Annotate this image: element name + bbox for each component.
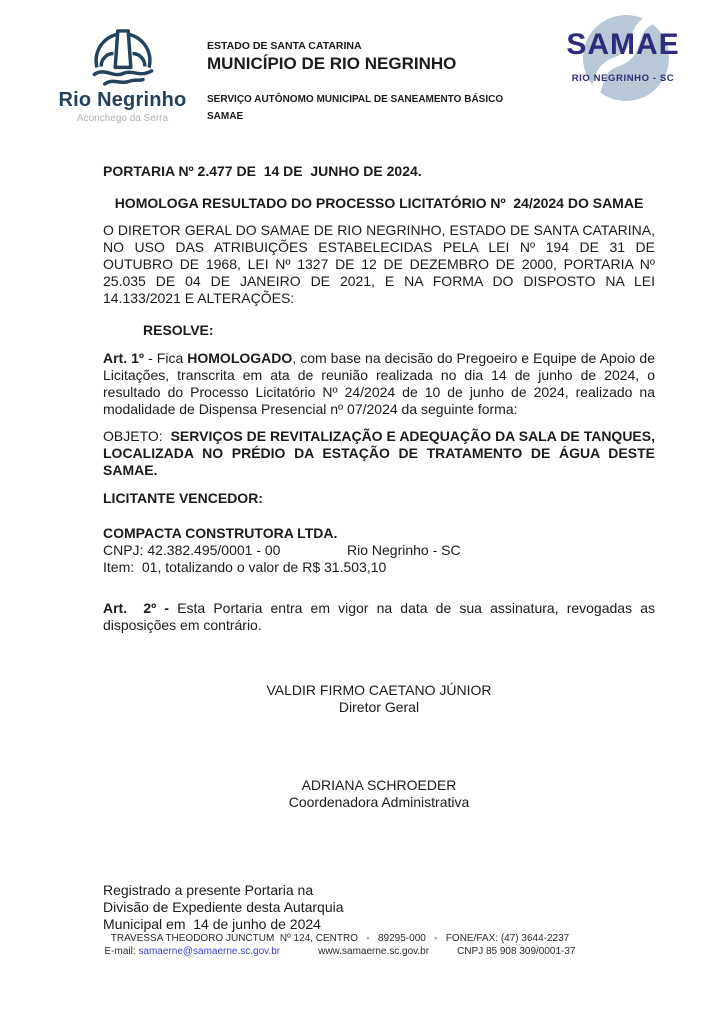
objeto-text: SERVIÇOS DE REVITALIZAÇÃO E ADEQUAÇÃO DA SALA DE TANQUES, LOCALIZADA NO PRÉDIO DA ESTAÇÃO DE TRATAMENTO DE ÁGUA DESTE SAMAE. bbox=[103, 428, 659, 478]
homologado-emphasis: HOMOLOGADO bbox=[187, 350, 293, 366]
footer-cnpj: CNPJ 85 908 309/0001-37 bbox=[457, 946, 576, 957]
article-1-connector: - Fica bbox=[144, 350, 188, 366]
footer-address-line: TRAVESSA THEODORO JUNCTUM Nº 124, CENTRO - 89295-000 - FONE/FAX: (47) 3644-2237 bbox=[110, 933, 570, 944]
footer-website: www.samaerne.sc.gov.br bbox=[318, 946, 430, 957]
portaria-title: PORTARIA Nº 2.477 DE 14 DE JUNHO DE 2024. bbox=[103, 163, 422, 179]
rio-negrinho-wordmark: Rio Negrinho bbox=[58, 89, 187, 111]
winner-heading: LICITANTE VENCEDOR: bbox=[103, 490, 263, 506]
registration-line: Registrado a presente Portaria na bbox=[103, 882, 314, 898]
rio-negrinho-slogan: Aconchego da Serra bbox=[76, 113, 169, 124]
service-line: SERVIÇO AUTÔNOMO MUNICIPAL DE SANEAMENTO BÁSICO SAMAE bbox=[207, 94, 504, 122]
signature-block-coordinator bbox=[103, 777, 655, 811]
winner-cnpj-row bbox=[103, 542, 655, 559]
winner-company-name: COMPACTA CONSTRUTORA LTDA. bbox=[103, 525, 338, 541]
winner-city: Rio Negrinho - SC bbox=[347, 542, 461, 558]
footer-email-label: E-mail: bbox=[104, 946, 139, 957]
article-2-label: Art. 2º - bbox=[103, 600, 178, 616]
rio-negrinho-crest-icon bbox=[83, 24, 163, 90]
rio-negrinho-logo bbox=[55, 24, 190, 127]
objeto-paragraph bbox=[103, 428, 659, 479]
registration-note bbox=[103, 882, 655, 933]
portaria-subject: HOMOLOGA RESULTADO DO PROCESSO LICITATÓRIO Nº 24/2024 DO SAMAE bbox=[114, 195, 644, 211]
objeto-label: OBJETO: bbox=[103, 428, 163, 444]
samae-wordmark: SAMAE bbox=[566, 28, 680, 61]
article-1-text: , com base na decisão do Pregoeiro e Equipe de Apoio de Licitações, transcrita em ata de reunião realizada no dia 14 de junho de 2024, o resultado do Processo Licitatório Nº 24/2024 de 10 de junho de 2024, realizado na modalidade de Dispensa Presencial nº 07/2024 da seguinte forma: bbox=[103, 350, 659, 417]
document-footer bbox=[60, 932, 620, 958]
samae-logo bbox=[548, 14, 703, 112]
resolve-label: RESOLVE: bbox=[143, 322, 214, 338]
article-2-paragraph bbox=[103, 600, 659, 634]
registration-line: Divisão de Expediente desta Autarquia bbox=[103, 899, 344, 915]
letterhead-titles bbox=[207, 40, 537, 125]
footer-email-link[interactable]: samaerne@samaerne.sc.gov.br bbox=[138, 946, 281, 957]
samae-city-label: RIO NEGRINHO - SC bbox=[571, 73, 675, 84]
signature-role: Diretor Geral bbox=[338, 699, 420, 715]
article-2-text: Esta Portaria entra em vigor na data de sua assinatura, revogadas as disposições em contrário. bbox=[103, 600, 659, 633]
signature-role: Coordenadora Administrativa bbox=[288, 794, 470, 810]
winner-item-line: Item: 01, totalizando o valor de R$ 31.503,10 bbox=[103, 559, 387, 575]
footer-contact-line bbox=[60, 945, 620, 958]
document-body bbox=[103, 155, 659, 933]
winner-cnpj: CNPJ: 42.382.495/0001 - 00 bbox=[103, 542, 281, 558]
signature-name: ADRIANA SCHROEDER bbox=[301, 777, 457, 793]
signature-block-director bbox=[103, 682, 655, 716]
state-line: ESTADO DE SANTA CATARINA bbox=[207, 40, 362, 52]
article-1-paragraph bbox=[103, 350, 659, 418]
preamble-paragraph: O DIRETOR GERAL DO SAMAE DE RIO NEGRINHO, ESTADO DE SANTA CATARINA, NO USO DAS ATRIBUIÇÕES ESTABELECIDAS PELA LEI Nº 194 DE 31 DE OUTUBRO DE 1968, LEI Nº 1327 DE 12 DE DEZEMBRO DE 2000, PORTARIA Nº 25.035 DE 04 DE JANEIRO DE 2021, E NA FORMA DO DISPOSTO NA LEI 14.133/2021 E ALTERAÇÕES: bbox=[103, 222, 659, 306]
registration-line: Municipal em 14 de junho de 2024 bbox=[103, 916, 321, 932]
signature-name: VALDIR FIRMO CAETANO JÚNIOR bbox=[266, 682, 492, 698]
municipality-line: MUNICÍPIO DE RIO NEGRINHO bbox=[207, 54, 457, 73]
article-1-label: Art. 1º bbox=[103, 350, 145, 366]
